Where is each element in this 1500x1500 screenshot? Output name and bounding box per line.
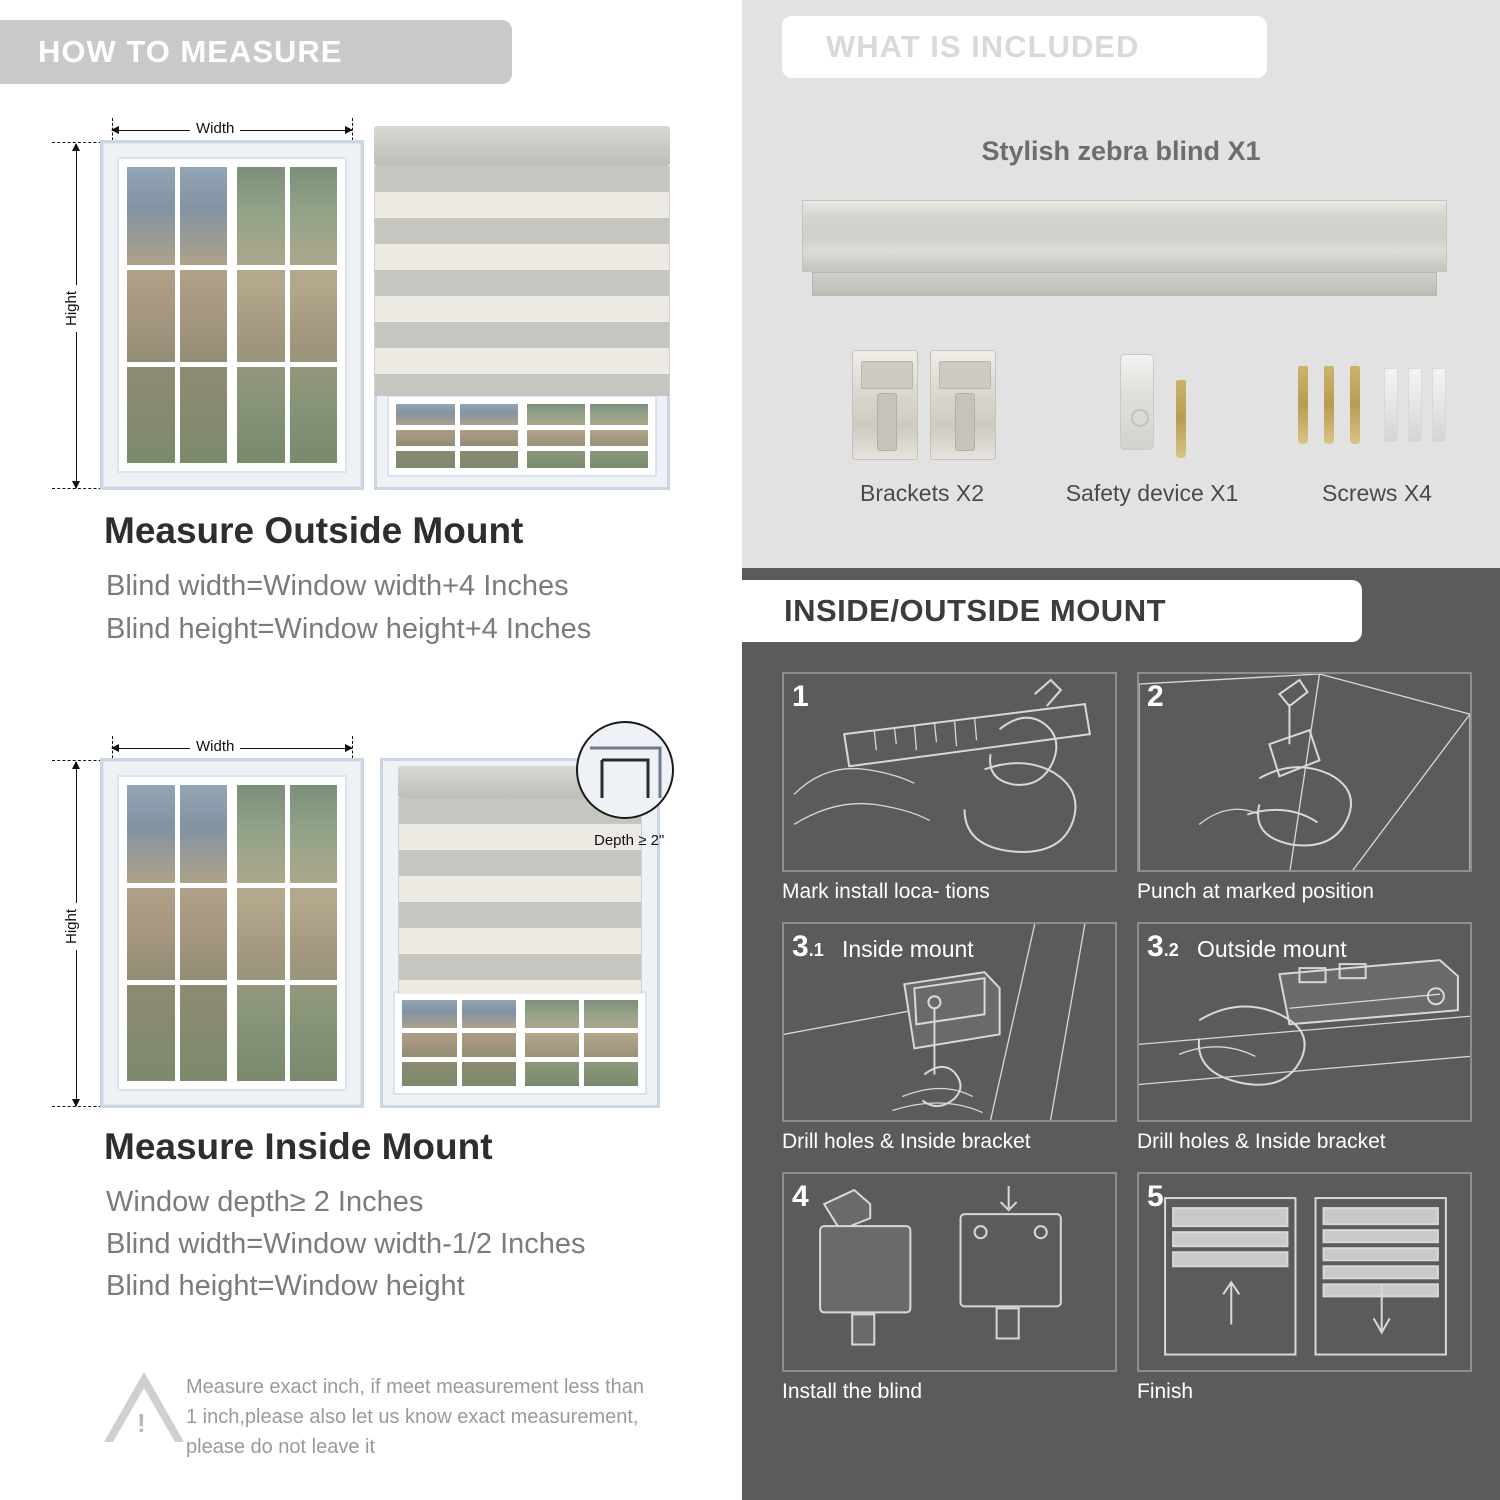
part-label: Brackets X2 <box>860 480 984 506</box>
wall-anchor-icon <box>1384 368 1398 442</box>
step-heading: Outside mount <box>1197 936 1347 962</box>
how-to-measure-banner: HOW TO MEASURE <box>0 20 512 84</box>
how-to-measure-column <box>0 0 742 1500</box>
step-illustration <box>1137 1172 1472 1372</box>
drill-punch-sketch <box>1139 674 1470 872</box>
step-caption: Mark install loca- tions <box>782 880 990 903</box>
bracket-icon <box>930 350 996 460</box>
part-brackets <box>802 340 1042 520</box>
window-pane <box>125 783 229 1083</box>
install-step <box>1137 922 1472 1154</box>
outside-mount-illustration <box>0 110 742 495</box>
outside-mount-title: Measure Outside Mount <box>104 510 524 551</box>
measure-mark-sketch <box>784 674 1115 872</box>
safety-device-icon <box>1120 354 1154 450</box>
inside-mount-line-3: Blind height=Window height <box>106 1270 465 1302</box>
height-label: Hight <box>63 285 80 332</box>
screw-icon <box>1350 366 1360 444</box>
step-number: 3.2 <box>1147 930 1179 963</box>
inside-mount-line-1: Window depth≥ 2 Inches <box>106 1186 424 1218</box>
what-is-included-banner: WHAT IS INCLUDED <box>782 16 1267 78</box>
inside-mount-illustration <box>0 728 742 1113</box>
step-illustration <box>782 1172 1117 1372</box>
window-pane <box>235 783 339 1083</box>
bracket-icon <box>852 350 918 460</box>
install-steps <box>782 672 1472 1404</box>
part-label: Safety device X1 <box>1065 480 1239 506</box>
step-caption: Install the blind <box>782 1380 923 1403</box>
warning-text: Measure exact inch, if meet measurement less than 1 inch,please also let us know exact measurement, please do not leave it <box>186 1376 644 1458</box>
window-graphic <box>374 382 670 490</box>
parts-list <box>742 340 1500 540</box>
step-caption: Drill holes & Inside bracket <box>1137 1130 1386 1153</box>
install-step <box>1137 672 1472 904</box>
blind-outside-mount-graphic <box>374 126 670 490</box>
part-label: Screws X4 <box>1322 480 1432 506</box>
part-safety-device <box>1032 340 1272 520</box>
inside-mount-line-2: Blind width=Window width-1/2 Inches <box>106 1228 586 1260</box>
window-pane <box>235 165 339 465</box>
outside-mount-line-1: Blind width=Window width+4 Inches <box>106 570 569 602</box>
step-illustration <box>1137 672 1472 872</box>
inside-outside-mount-section <box>742 568 1500 1500</box>
screw-icon <box>1176 380 1186 458</box>
product-title: Stylish zebra blind X1 <box>981 136 1261 166</box>
width-label: Width <box>190 738 240 755</box>
install-step <box>1137 1172 1472 1404</box>
what-is-included-section <box>742 0 1500 568</box>
window-graphic <box>100 758 364 1108</box>
install-step <box>782 922 1117 1154</box>
step-number: 5 <box>1147 1180 1164 1213</box>
height-label: Hight <box>63 903 80 950</box>
finish-blind-sketch <box>1139 1174 1470 1372</box>
window-pane <box>125 165 229 465</box>
step-heading: Inside mount <box>842 936 974 962</box>
step-number: 3.1 <box>792 930 824 963</box>
window-pane <box>525 402 651 470</box>
screw-icon <box>1324 366 1334 444</box>
step-number: 2 <box>1147 680 1164 713</box>
install-step <box>782 1172 1117 1404</box>
step-caption: Finish <box>1137 1380 1194 1403</box>
zebra-blind-product-image <box>802 200 1447 300</box>
blind-fabric <box>374 166 670 396</box>
blind-headrail <box>374 126 670 166</box>
step-caption: Drill holes & Inside bracket <box>782 1130 1031 1153</box>
step-caption: Punch at marked position <box>1137 880 1374 903</box>
screw-icon <box>1298 366 1308 444</box>
depth-note: Depth ≥ 2" <box>594 832 665 849</box>
inside-outside-mount-banner: INSIDE/OUTSIDE MOUNT <box>742 580 1362 642</box>
step-illustration <box>782 922 1117 1122</box>
right-column <box>742 0 1500 1500</box>
warning-exclamation: ! <box>137 1408 146 1438</box>
step-illustration <box>782 672 1117 872</box>
inside-mount-title: Measure Inside Mount <box>104 1126 493 1167</box>
outside-mount-block <box>0 110 742 670</box>
step-illustration <box>1137 922 1472 1122</box>
window-graphic <box>100 140 364 490</box>
install-blind-sketch <box>784 1174 1115 1372</box>
step-number: 1 <box>792 680 809 713</box>
inside-mount-block <box>0 728 742 1348</box>
install-step <box>782 672 1117 904</box>
wall-anchor-icon <box>1432 368 1446 442</box>
part-screws <box>1262 340 1492 520</box>
width-label: Width <box>190 120 240 137</box>
wall-anchor-icon <box>1408 368 1422 442</box>
outside-mount-line-2: Blind height=Window height+4 Inches <box>106 613 592 645</box>
depth-callout-icon <box>560 718 690 848</box>
window-pane <box>400 998 518 1088</box>
window-pane <box>523 998 641 1088</box>
window-pane <box>394 402 520 470</box>
step-number: 4 <box>792 1180 809 1213</box>
